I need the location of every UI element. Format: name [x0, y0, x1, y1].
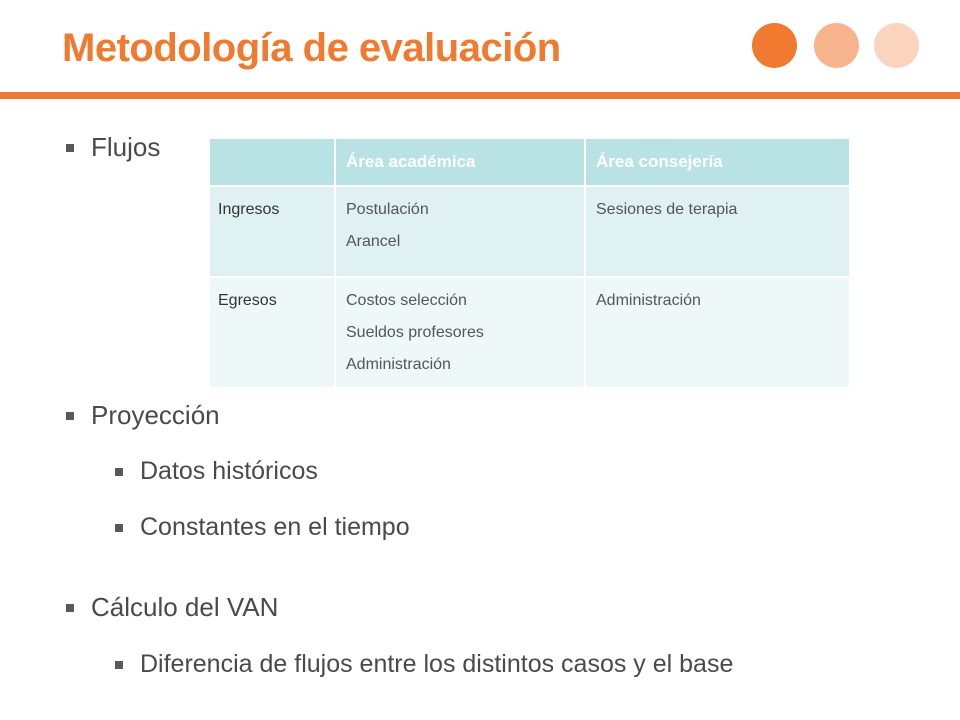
cell-ingresos-academica — [335, 186, 585, 277]
square-bullet-icon — [66, 144, 74, 152]
bullet-calculo-van — [66, 592, 278, 623]
cell-line: Administración — [346, 356, 451, 373]
cell-egresos-consejeria — [585, 277, 850, 387]
cell-egresos-academica — [335, 277, 585, 387]
square-bullet-icon — [115, 524, 123, 532]
bullet-text: Cálculo del VAN — [91, 592, 279, 622]
cell-line: Sesiones de terapia — [596, 201, 738, 218]
cell-line: Postulación — [346, 201, 429, 218]
title-divider — [0, 92, 960, 99]
bullet-datos-historicos — [115, 457, 318, 486]
square-bullet-icon — [66, 604, 74, 612]
square-bullet-icon — [115, 661, 123, 669]
table-row — [210, 277, 850, 387]
bullet-text: Flujos — [91, 132, 161, 162]
bullet-proyeccion — [66, 400, 220, 431]
table-header-academica: Área académica — [335, 139, 585, 186]
bullet-constantes — [115, 513, 410, 542]
circle-icon — [752, 23, 797, 68]
cell-line: Arancel — [346, 233, 401, 250]
table-row — [210, 186, 850, 277]
cell-line: Costos selección — [346, 292, 467, 309]
square-bullet-icon — [66, 412, 74, 420]
cell-line: Administración — [596, 292, 701, 309]
row-label-egresos: Egresos — [210, 277, 335, 387]
bullet-text: Constantes en el tiempo — [140, 513, 410, 541]
cell-ingresos-consejeria — [585, 186, 850, 277]
cell-line: Sueldos profesores — [346, 324, 484, 341]
table-header-consejeria: Área consejería — [585, 139, 850, 186]
slide-title: Metodología de evaluación — [62, 26, 561, 70]
table-header-row — [210, 139, 850, 186]
table-header-empty — [210, 139, 335, 186]
circle-icon — [874, 23, 919, 68]
circle-icon — [814, 23, 859, 68]
flows-table — [210, 139, 851, 387]
bullet-text: Datos históricos — [140, 457, 318, 485]
bullet-text: Proyección — [91, 400, 220, 430]
bullet-diferencia — [115, 650, 733, 679]
square-bullet-icon — [115, 468, 123, 476]
row-label-ingresos: Ingresos — [210, 186, 335, 277]
bullet-text: Diferencia de flujos entre los distintos casos y el base — [140, 650, 734, 678]
bullet-flujos — [66, 132, 160, 163]
